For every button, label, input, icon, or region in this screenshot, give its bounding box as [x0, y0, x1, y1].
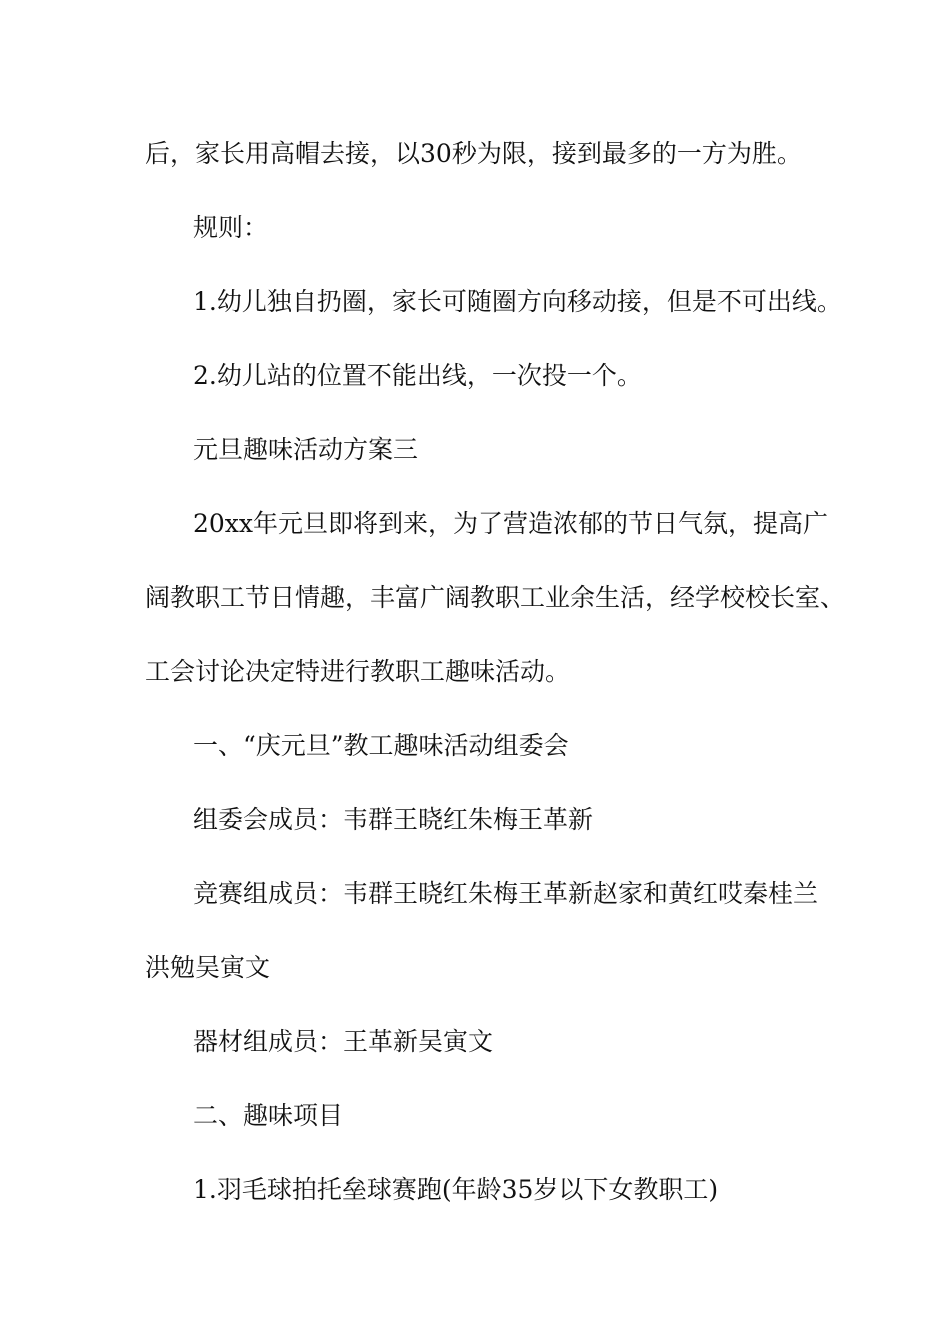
list-item: 1.羽毛球拍托垒球赛跑(年龄35岁以下女教职工)	[193, 1175, 719, 1204]
paragraph-line: 后，家长用高帽去接，以30秒为限，接到最多的一方为胜。	[145, 139, 802, 168]
member-list: 竞赛组成员：韦群王晓红朱梅王革新赵家和黄红哎秦桂兰	[193, 879, 819, 908]
section-label-rules: 规则：	[193, 213, 269, 242]
rule-item-2: 2.幼儿站的位置不能出线，一次投一个。	[193, 361, 642, 390]
section-heading: 元旦趣味活动方案三	[193, 435, 419, 464]
section-heading: 二、趣味项目	[193, 1101, 344, 1130]
member-list: 器材组成员：王革新吴寅文	[193, 1027, 494, 1056]
rule-item-1: 1.幼儿独自扔圈，家长可随圈方向移动接，但是不可出线。	[193, 287, 842, 316]
paragraph-line: 阔教职工节日情趣，丰富广阔教职工业余生活，经学校校长室、	[145, 583, 846, 612]
paragraph-line: 20xx年元旦即将到来，为了营造浓郁的节日气氛，提高广	[193, 509, 829, 538]
member-list-continued: 洪勉吴寅文	[145, 953, 271, 982]
member-list: 组委会成员：韦群王晓红朱梅王革新	[193, 805, 594, 834]
paragraph-line: 工会讨论决定特进行教职工趣味活动。	[145, 657, 571, 686]
section-heading: 一、“庆元旦”教工趣味活动组委会	[193, 731, 569, 760]
